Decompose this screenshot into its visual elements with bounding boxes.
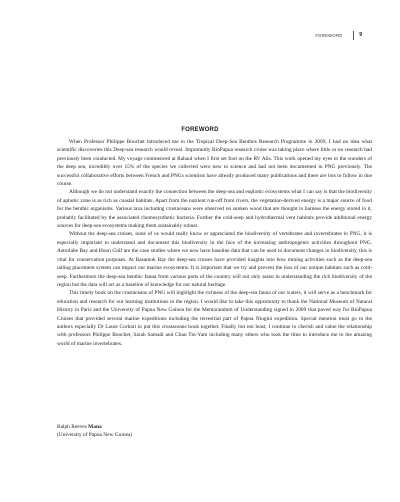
paragraph-1: When Professor Philippe Bouchet introduced me to the Tropical Deep-Sea Benthos Research Programme in 2009, I had no idea what scientific discoveries this Deep-sea research would reveal. Importantly BioPapua research cruise was taking place where little or no research had previously been conducted. My voyage commenced at Rabaul when I first set foot on the RV Alis. This work opened my eyes to the wonders of the deep sea, incredibly over 15% of the species we collected were new to science and had not been documented in PNG previously. The successful collaborative efforts between French and PNGs scientists have already produced many publications and there are lots to follow in due course. bbox=[57, 139, 372, 188]
signature-surname: Mana bbox=[88, 424, 102, 430]
section-heading: FOREWORD bbox=[181, 127, 219, 133]
signature-name: Ralph Reeves bbox=[57, 424, 87, 430]
signature-block bbox=[57, 423, 132, 440]
foreword-body bbox=[57, 138, 372, 348]
paragraph-2: Although we do not understand exactly the connection between the deep-sea and euphotic ecosystems what I can say is that the biodiversity of aphotic zone is as rich as coastal habitats. Apart from the nutrient run-off from rivers, the vegetation-derived energy is a major source of food for the benthic organisms. Various taxa including crustaceans were observed on sunken wood that are thought to harness the energy stored in it, probably facilitated by the associated chemosynthetic bacteria. Further the cold-seep and hydrothermal vent habitats provide additional energy sources for deep-sea ecosystems making them sustainably robust. bbox=[57, 189, 372, 230]
affiliation: (University of Papua New Guinea) bbox=[57, 432, 133, 439]
header-divider bbox=[353, 31, 354, 40]
paragraph-3: Without the deep-sea cruises, none of us would really know or appreciated the biodiversity of vertebrates and invertebrates in PNG, it is especially important to understand and document this biodiversity in the face of the increasing anthropogenic activities throughout PNG. Astrolabe Bay and Huon Gulf are the case studies where we now have baseline data that can be used to document changes in biodiversity, this is vital for conservation purposes. At Basamuk Bay the deep-sea cruises have provided insights into how mining activities such as the deep-sea tailing placement system can impact our marine ecosystems. It is important that we try and prevent the loss of our unique habitats such as cold-seep. Furthermore the deep-sea benthic fauna from various parts of the country will not only assist in understanding the rich biodiversity of the region but the data will act as a baseline of knowledge for our natural heritage. bbox=[57, 231, 372, 288]
page-number: 9 bbox=[359, 32, 362, 38]
running-title: FOREWORD bbox=[315, 32, 343, 38]
signature-name-line bbox=[57, 423, 132, 431]
running-header bbox=[315, 30, 362, 40]
paragraph-4: This timely book on the crustaceans of PNG will highlight the richness of the deep-sea fauna of our waters, it will serve as a benchmark for education and research for our learning institutions in the region. I would like to take this opportunity to thank the National Museum of Natural History in Paris and the University of Papua New Guinea for the Memorandum of Understanding signed in 2009 that paved way for BioPapua Cruises that provided several marine expeditions including the terrestrial part of Papua Niugini expedition. Special mention must go to the authors especially Dr Laure Corbari to put this crustaceans book together. Finally but not least, I continue to cherish and value the relationship with professors Philippe Bouchet, Sarah Samadi and Chan Tin-Yam including many others who took the time to introduce me to the amazing world of marine invertebrates. bbox=[57, 290, 372, 347]
